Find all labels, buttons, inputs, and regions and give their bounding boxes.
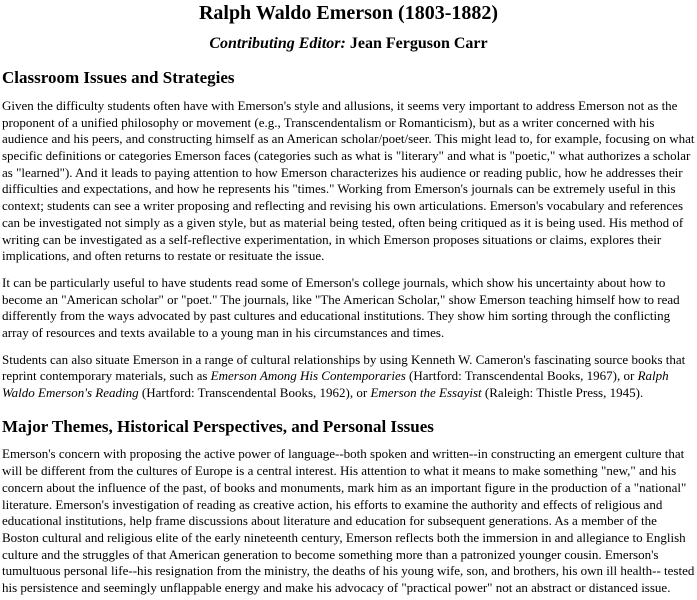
contributing-editor-label: Contributing Editor: [209,35,346,52]
contributing-editor-line [2,35,695,53]
section-heading-classroom-issues: Classroom Issues and Strategies [2,68,235,88]
paragraph-classroom-3: Students can also situate Emerson in a range of cultural relationships by using Kenneth W. Cameron's fascinating source books that reprint contemporary materials, such as Emerson Among His Contemporaries (Hartford: Transcendental Books, 1967), or Ralph Waldo Emerson's Reading (Hartford: Transcendental Books, 1962), or Emerson the Essayist (Raleigh: Thistle Press, 1945). [2,351,686,401]
page-title: Ralph Waldo Emerson (1803-1882) [198,2,499,24]
paragraph-classroom-1: Given the difficulty students often have with Emerson's style and allusions, it seems very important to address Emerson not as the proponent of a unified philosophy or movement (e.g., Transcendentalism or Romanticism), but as a writer concerned with his audience and his peers, and constructing himself as an American scholar/poet/seer. This might lead to, for example, focusing on what specific definitions or categories Emerson faces (categories such as what is "literary" and what is "poetic," what authorizes a scholar as "learned"). And it leads to paying attention to how Emerson characterizes his audience or reading public, how he addresses their difficulties and expectations, and how he represents his "times." Working from Emerson's journals can be extremely useful in this context; students can see a writer proposing and reflecting and revising his own articulations. Emerson's vocabulary and references can be investigated not simply as a given style, but as material being tested, often being critiqued as it is being used. His method of writing can be investigated as a self-reflective experimentation, in which Emerson proposes situations or claims, explores their implications, and often returns to restate or resituate the issue. [2,97,695,264]
paragraph-classroom-2: It can be particularly useful to have students read some of Emerson's college journals, which show his uncertainty about how to become an "American scholar" or "poet." The journals, like "The American Scholar," show Emerson teaching himself how to read differently from the ways advocated by past cultures and educational institutions. They show him sorting through the conflicting array of resources and texts available to a young man in his circumstances and times. [2,274,680,341]
contributing-editor-name: Jean Ferguson Carr [345,35,488,52]
section-heading-major-themes: Major Themes, Historical Perspectives, and Personal Issues [2,416,434,436]
paragraph-major-themes-1: Emerson's concern with proposing the active power of language--both spoken and written--in constructing an emergent culture that will be different from the cultures of Europe is a central interest. His attention to what it means to make something "new," and his concern about the influence of the past, of books and monuments, mark him as an important figure in the production of a "national" literature. Emerson's investigation of reading as creative action, his efforts to examine the authority and effects of religious and educational institutions, help frame discussions about literature and education for subsequent generations. As a member of the Boston cultural and religious elite of the early nineteenth century, Emerson reflects both the immersion in and allegiance to English culture and the struggles of that American generation to become something more than a patronized younger cousin. Emerson's tumultuous personal life--his resignation from the ministry, the deaths of his young wife, son, and brothers, his own ill health-- tested his persistence and seemingly unflappable energy and make his advocacy of "practical power" not an abstract or distanced issue. [2,446,695,596]
